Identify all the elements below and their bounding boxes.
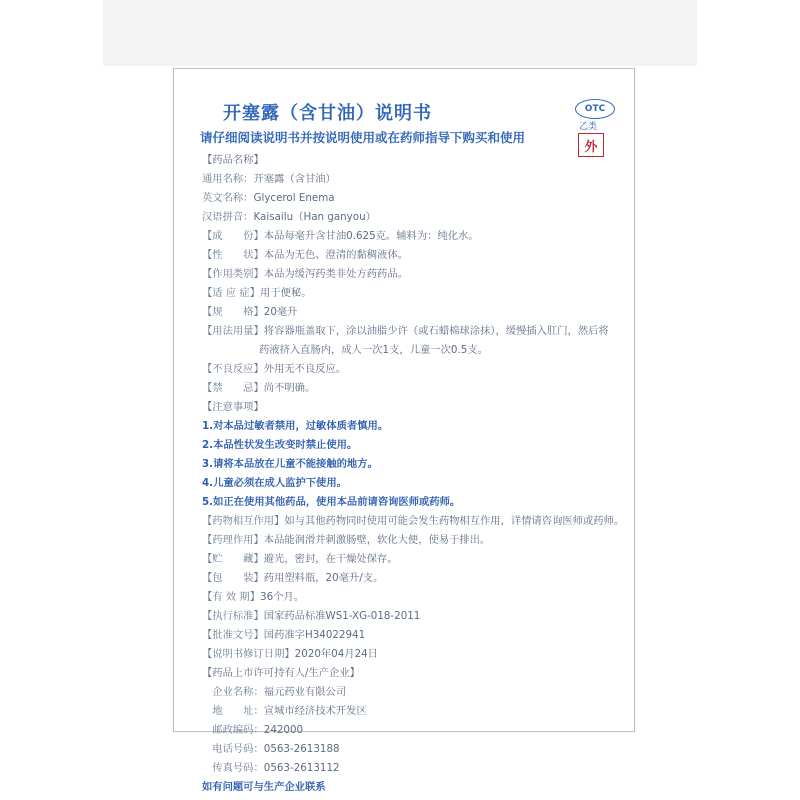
leaflet-sheet <box>173 68 635 793</box>
indication-row: 【适 应 症】用于便秘。 <box>202 287 312 299</box>
company-name-row: 企业名称：福元药业有限公司 <box>212 686 347 698</box>
contact-note: 如有问题可与生产企业联系 <box>202 781 326 793</box>
company-postcode-row: 邮政编码：242000 <box>212 724 304 736</box>
section-drug-name: 【药品名称】 <box>202 154 264 166</box>
category-row: 【作用类别】本品为缓泻药类非处方药药品。 <box>202 268 408 280</box>
precaution-item: 5.如正在使用其他药品，使用本品前请咨询医师或药师。 <box>202 496 461 508</box>
usage-row-continued: 药液挤入直肠内，成人一次1支，儿童一次0.5支。 <box>259 344 488 356</box>
leaflet-content <box>202 151 625 797</box>
leaflet-subtitle: 请仔细阅读说明书并按说明使用或在药师指导下购买和使用 <box>200 130 526 145</box>
precaution-item: 2.本品性状发生改变时禁止使用。 <box>202 439 358 451</box>
composition-row: 【成 份】本品每毫升含甘油0.625克。辅料为：纯化水。 <box>202 230 479 242</box>
top-background-band <box>103 0 697 66</box>
approval-row: 【批准文号】国药准字H34022941 <box>202 629 366 641</box>
precaution-item: 1.对本品过敏者禁用，过敏体质者慎用。 <box>202 420 389 432</box>
english-name-row: 英文名称：Glycerol Enema <box>202 192 335 204</box>
otc-badge: OTC <box>575 99 615 119</box>
pharmacology-row: 【药理作用】本品能润滑并刺激肠壁，软化大便，使易于排出。 <box>202 534 491 546</box>
adverse-reaction-row: 【不良反应】外用无不良反应。 <box>202 363 347 375</box>
company-fax-row: 传真号码：0563-2613112 <box>212 762 340 774</box>
usage-row: 【用法用量】将容器瓶盖取下，涂以油脂少许（或石蜡棉球涂抹），缓慢插入肛门，然后将 <box>202 325 609 337</box>
validity-row: 【有 效 期】36个月。 <box>202 591 305 603</box>
company-address-row: 地 址：宣城市经济技术开发区 <box>212 705 367 717</box>
pinyin-row: 汉语拼音：Kaisailu（Han ganyou） <box>202 211 376 223</box>
standard-row: 【执行标准】国家药品标准WS1-XG-018-2011 <box>202 610 421 622</box>
section-precautions: 【注意事项】 <box>202 401 264 413</box>
external-use-mark: 外 <box>578 133 604 157</box>
storage-row: 【贮 藏】避光，密封，在干燥处保存。 <box>202 553 398 565</box>
precaution-item: 4.儿童必须在成人监护下使用。 <box>202 477 347 489</box>
generic-name-row: 通用名称：开塞露（含甘油） <box>202 173 336 185</box>
spec-row: 【规 格】20毫升 <box>202 306 298 318</box>
company-phone-row: 电话号码：0563-2613188 <box>212 743 340 755</box>
section-company: 【药品上市许可持有人/生产企业】 <box>202 667 360 679</box>
contraindication-row: 【禁 忌】尚不明确。 <box>202 382 316 394</box>
package-row: 【包 装】药用塑料瓶，20毫升/支。 <box>202 572 384 584</box>
otc-class-label: 乙类 <box>579 122 598 132</box>
revision-date-row: 【说明书修订日期】2020年04月24日 <box>202 648 378 660</box>
interaction-row: 【药物相互作用】如与其他药物同时使用可能会发生药物相互作用，详情请咨询医师或药师。 <box>202 515 625 527</box>
appearance-row: 【性 状】本品为无色、澄清的黏稠液体。 <box>202 249 408 261</box>
leaflet-title: 开塞露（含甘油）说明书 <box>223 103 432 124</box>
precaution-item: 3.请将本品放在儿童不能接触的地方。 <box>202 458 378 470</box>
